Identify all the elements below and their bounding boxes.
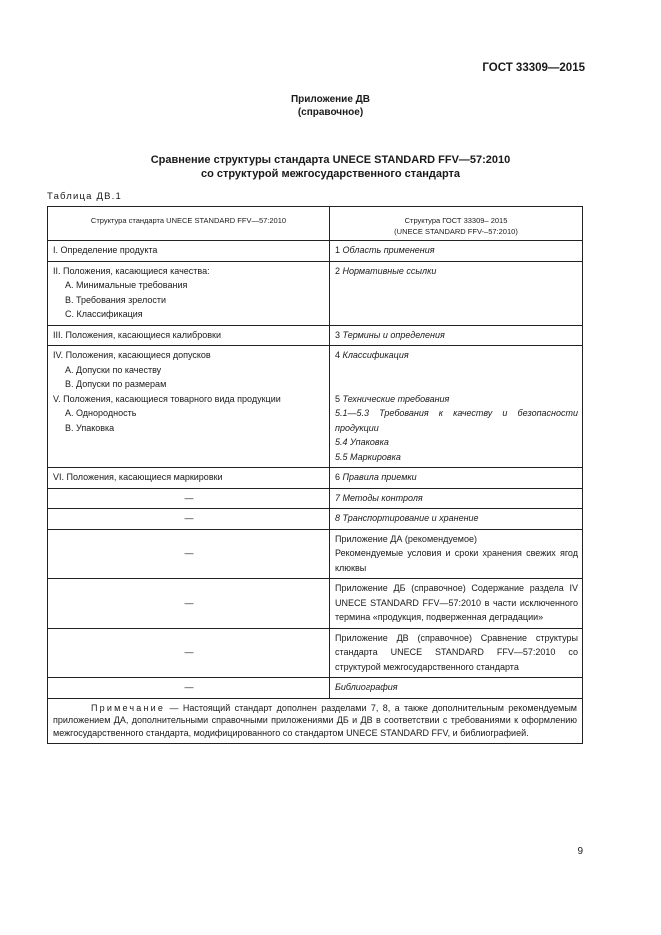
row-right-cell: 3 Термины и определения <box>330 325 583 346</box>
table-row <box>48 241 583 262</box>
note-text: — Настоящий стандарт дополнен разделами 7, 8, а также дополнительным рекомендуемым приложением ДА, дополнительными справочными приложениями ДБ и ДВ в соответствии с требованиями к оформлению межгосударственного стандарта, модифицированного со стандартом UNECE STANDARD FFV, и библиографией. <box>53 702 577 738</box>
table-row <box>48 325 583 346</box>
annex-type: (справочное) <box>297 107 364 118</box>
table-row <box>48 468 583 489</box>
row-right-cell: 8 Транспортирование и хранение <box>330 509 583 530</box>
table-label: Таблица ДВ.1 <box>47 191 122 202</box>
section-heading-line1: Сравнение структуры стандарта UNECE STANDARD FFV—57:2010 <box>150 154 511 166</box>
row-right-cell: Приложение ДВ (справочное) Сравнение структуры стандарта UNECE STANDARD FFV—57:2010 со структурой межгосударственного стандарта <box>330 628 583 678</box>
row-left-cell: VI. Положения, касающиеся маркировки <box>48 468 330 489</box>
row-left-cell: — <box>48 628 330 678</box>
table-row <box>48 678 583 699</box>
row-left-cell: IV. Положения, касающиеся допусков A. Допуски по качеству B. Допуски по размерам V. Положения, касающиеся товарного вида продукции A. Однородность B. Упаковка <box>48 346 330 468</box>
table-note <box>48 698 583 744</box>
row-right-cell: 2 Нормативные ссылки <box>330 261 583 325</box>
row-left-cell: III. Положения, касающиеся калибровки <box>48 325 330 346</box>
row-right-cell: 7 Методы контроля <box>330 488 583 509</box>
row-left-cell: I. Определение продукта <box>48 241 330 262</box>
comparison-table <box>47 206 583 744</box>
row-left-cell: II. Положения, касающиеся качества: A. Минимальные требования B. Требования зрелости C. Классификация <box>48 261 330 325</box>
table-row <box>48 509 583 530</box>
row-right-cell: Приложение ДБ (справочное) Содержание раздела IV UNECE STANDARD FFV—57:2010 в части исключенного термина «продукция, подверженная деградации» <box>330 579 583 629</box>
annex-title: Приложение ДВ <box>290 94 371 105</box>
table-row <box>48 628 583 678</box>
document-code: ГОСТ 33309—2015 <box>482 62 585 74</box>
row-left-cell: — <box>48 509 330 530</box>
row-right-cell: 4 Классификация 5 Технические требования 5.1—5.3 Требования к качеству и безопасности продукции 5.4 Упаковка 5.5 Маркировка <box>330 346 583 468</box>
col1-header: Структура стандарта UNECE STANDARD FFV—57:2010 <box>48 207 330 241</box>
table-header-row <box>48 207 583 241</box>
row-right-cell: Приложение ДА (рекомендуемое) Рекомендуемые условия и сроки хранения свежих ягод клюквы <box>330 529 583 579</box>
note-label: Примечание <box>91 702 166 713</box>
table-row <box>48 529 583 579</box>
table-row <box>48 579 583 629</box>
table-row <box>48 261 583 325</box>
table-note-row <box>48 698 583 744</box>
row-left-cell: — <box>48 529 330 579</box>
col2-header: Структура ГОСТ 33309– 2015 (UNECE STANDARD FFV-–57:2010) <box>330 207 583 241</box>
row-right-cell: Библиография <box>330 678 583 699</box>
table-row <box>48 346 583 468</box>
row-left-cell: — <box>48 488 330 509</box>
page-number: 9 <box>577 846 583 857</box>
row-right-cell: 6 Правила приемки <box>330 468 583 489</box>
row-right-cell: 1 Область применения <box>330 241 583 262</box>
section-heading-line2: со структурой межгосударственного стандарта <box>200 168 461 180</box>
table-row <box>48 488 583 509</box>
row-left-cell: — <box>48 579 330 629</box>
row-left-cell: — <box>48 678 330 699</box>
